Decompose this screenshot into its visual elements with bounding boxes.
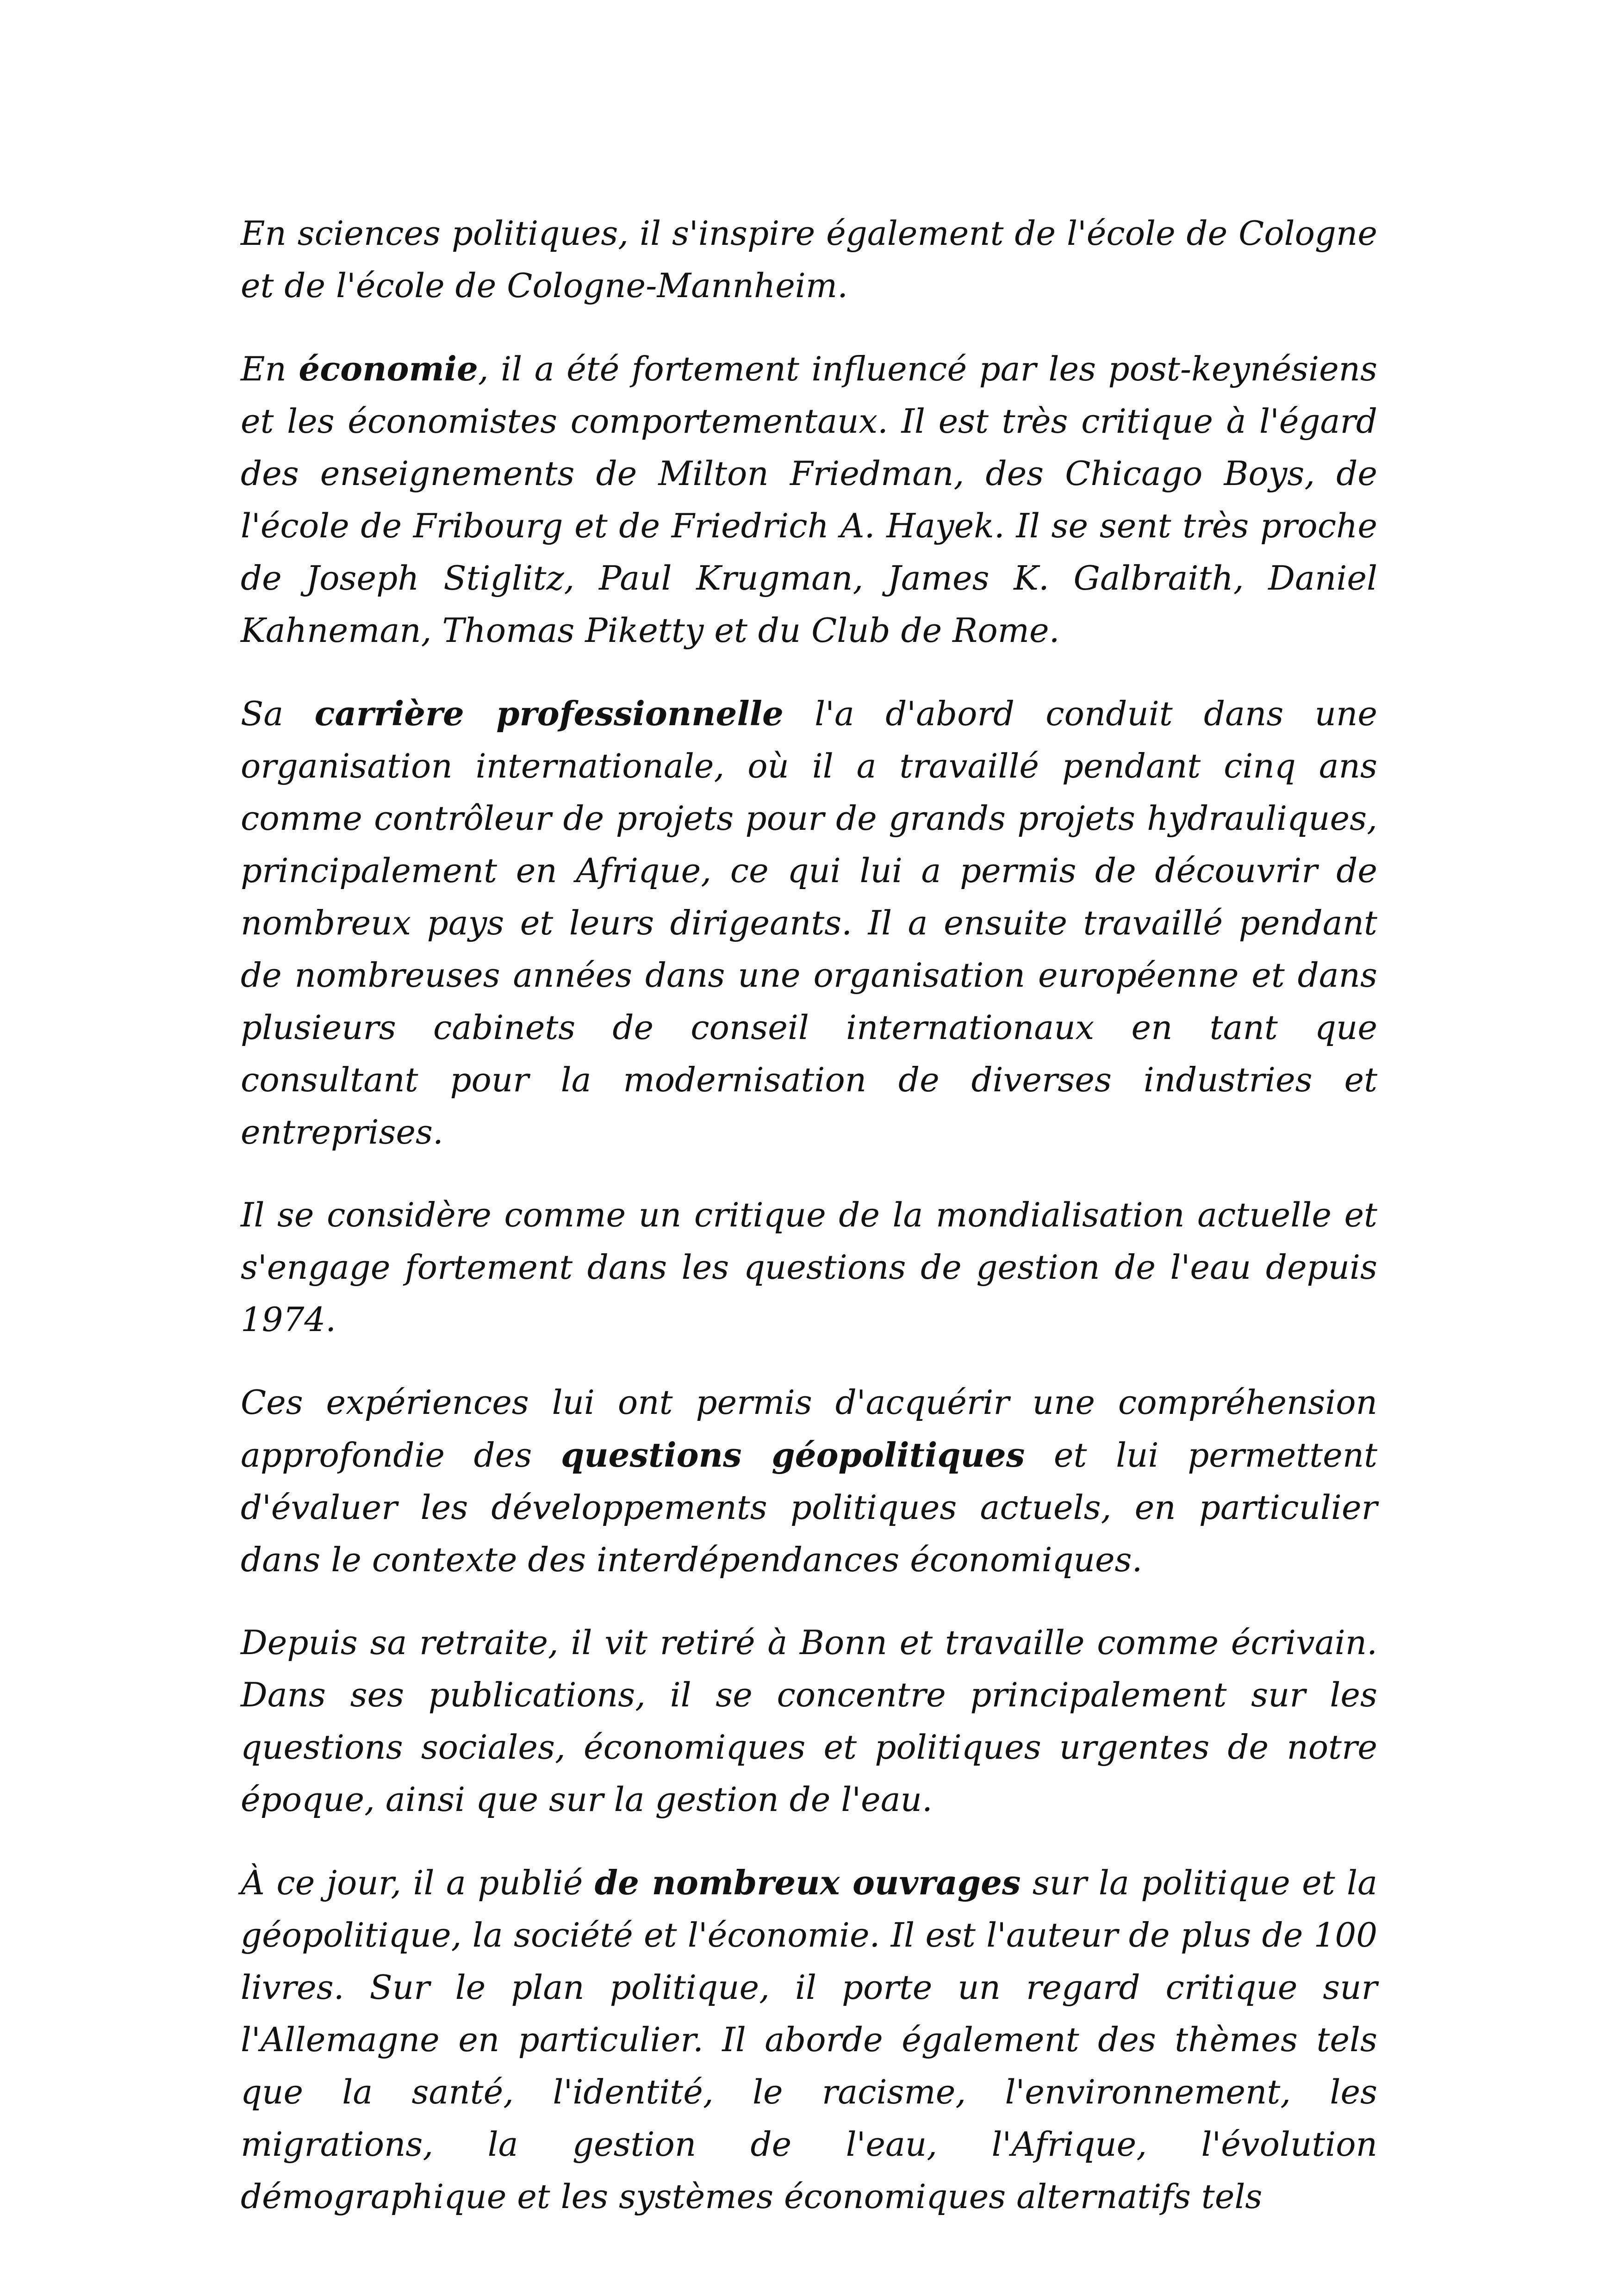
bold-term-carriere: carrière professionnelle [314,694,784,733]
paragraph-publications [241,1856,1377,2223]
bold-term-geopolitique: questions géopolitiques [560,1435,1025,1475]
text-segment: sur la politique et la géopolitique, la société et l'économie. Il est l'auteur de plus de 100 livres. Sur le plan politique, il porte un regard critique sur l'Allemagne en particulier. Il aborde également des thèmes tels que la santé, l'identité, le racisme, l'environnement, les migrations, la gestion de l'eau, l'Afrique, l'évolution démographique et les systèmes économiques alternatifs tels [241,1863,1377,2216]
paragraph-globalisation [241,1189,1377,1346]
paragraph-career [241,687,1377,1158]
paragraph-experience [241,1376,1377,1586]
bold-term-economie: économie [299,349,478,388]
text-segment: et lui permettent d'évaluer les développements politiques actuels, en particulier dans le contexte des interdépendances économiques. [241,1436,1377,1579]
paragraph-economics [241,342,1377,657]
paragraph-retirement [241,1617,1377,1826]
body-text [241,207,1377,2223]
text-segment: Depuis sa retraite, il vit retiré à Bonn et travaille comme écrivain. Dans ses publications, il se concentre principalement sur les questions sociales, économiques et politiques urgentes de notre époque, ainsi que sur la gestion de l'eau. [241,1623,1377,1819]
text-segment: , il a été fortement influencé par les post-keynésiens et les économistes comportementaux. Il est très critique à l'égard des enseignements de Milton Friedman, des Chicago Boys, de l'école de Fribourg et de Friedrich A. Hayek. Il se sent très proche de Joseph Stiglitz, Paul Krugman, James K. Galbraith, Daniel Kahneman, Thomas Piketty et du Club de Rome. [241,349,1377,650]
text-segment: En [241,349,299,388]
text-segment: En sciences politiques, il s'inspire également de l'école de Cologne et de l'école de Cologne-Mannheim. [241,214,1377,305]
paragraph-political-science [241,207,1377,312]
text-segment: Il se considère comme un critique de la mondialisation actuelle et s'engage fortement dans les questions de gestion de l'eau depuis 1974. [241,1195,1377,1339]
bold-term-ouvrages: de nombreux ouvrages [594,1863,1021,1902]
text-segment: À ce jour, il a publié [241,1863,595,1902]
text-segment: l'a d'abord conduit dans une organisation internationale, où il a travaillé pendant cinq ans comme contrôleur de projets pour de grands projets hydrauliques, principalement en Afrique, ce qui lui a permis de découvrir de nombreux pays et leurs dirigeants. Il a ensuite travaillé pendant de nombreuses années dans une organisation européenne et dans plusieurs cabinets de conseil internationaux en tant que consultant pour la modernisation de diverses industries et entreprises. [241,694,1378,1151]
text-segment: Ces expériences lui ont permis d'acquérir une compréhension approfondie des [241,1383,1377,1475]
text-segment: Sa [241,694,315,733]
